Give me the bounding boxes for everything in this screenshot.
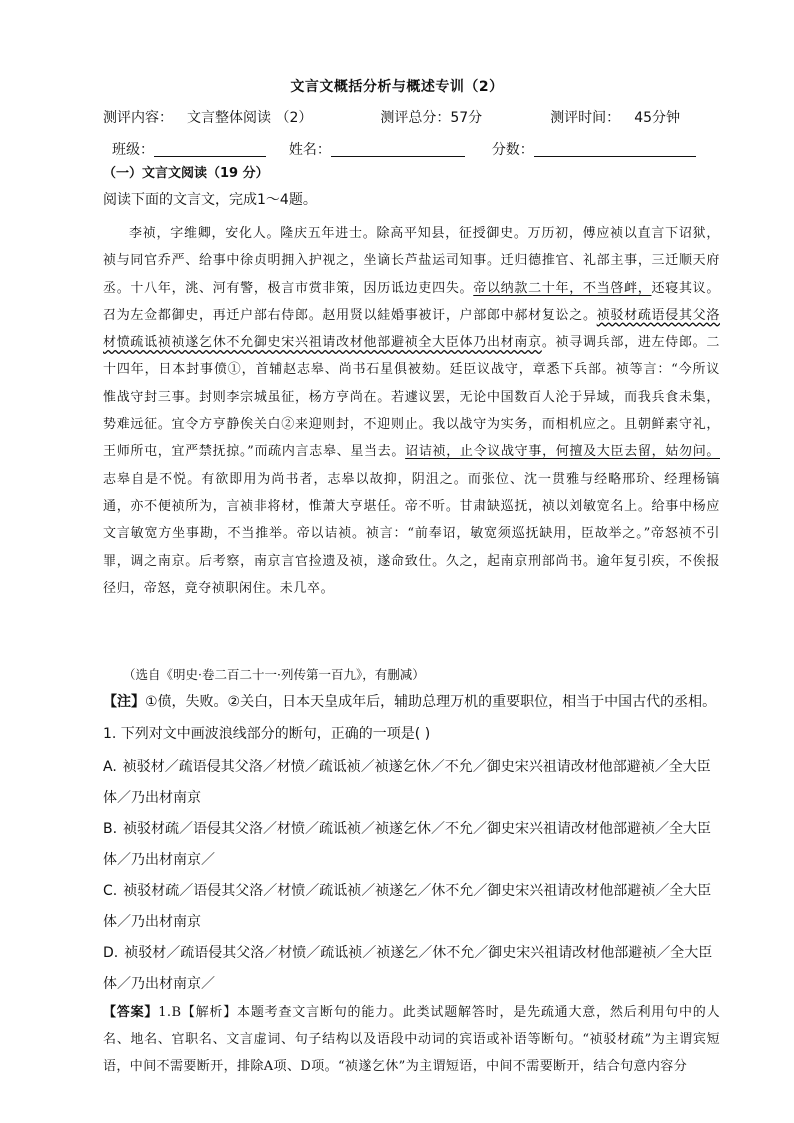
question-stem: 1. 下列对文中画波浪线部分的断句，正确的一项是( ) (103, 726, 431, 742)
option-text-cont: 体／乃出材南京 (103, 914, 201, 930)
option-text-cont: 体／乃出材南京 (103, 790, 201, 806)
answer-text: 1.B【解析】本题考查文言断句的能力。此类试题解答时，是先疏通大意，然后利用句中的人名、地名、官职名、文言虚词、句子结构以及语段中动词的宾语或补语等断句。“祯驳材疏”为主谓宾短语，中间不需要断开，排除A项、D项。“祯遂乞休”为主谓短语，中间不需要断开，结合句意内容分 (103, 1005, 720, 1074)
exam-meta (103, 107, 694, 127)
meta-score: 测评总分：57分 (380, 110, 483, 126)
option-c[interactable] (103, 876, 720, 938)
option-label: B. (103, 821, 118, 837)
page-title: 文言文概括分析与概述专训（2） (290, 79, 504, 95)
name-blank[interactable] (331, 141, 465, 157)
passage-paragraph (103, 220, 720, 602)
classical-passage (103, 220, 720, 602)
section-title: （一）文言文阅读（19 分） (103, 166, 269, 181)
footnote (103, 691, 716, 711)
option-text: 祯驳材疏／语侵其父洛／材愤／疏诋祯／祯遂乞／休不允／御史宋兴祖请改材他部避祯／全大臣 (123, 883, 712, 899)
passage-text: 。祯寻调兵部，进左侍郎。二十四年，日本封事偾①，首辅赵志皋、尚书石星俱被劾。廷臣议战守，章悉下兵部。祯等言：“今所议惟战守封三事。封则李宗城虽征，杨方亨尚在。若遽议罢，无论中国数百人沦于异域，而我兵食未集，势难远征。宜令方亨静俟关白②来迎则封，不迎则止。我以战守为实务，而相机应之。且朝鲜素守礼，王师所屯，宜严禁抚掠。”而疏内言志皋、星当去。 (103, 335, 720, 460)
note-tag: 【注】 (103, 694, 145, 710)
option-a[interactable] (103, 752, 720, 814)
class-blank[interactable] (154, 141, 266, 157)
answer-tag: 【答案】 (103, 1005, 159, 1020)
meta-time-label: 测评时间： (550, 110, 621, 126)
meta-time-value: 45分钟 (634, 110, 681, 126)
passage-text: 李祯，字维卿，安化人。隆庆五年进士。除高平知县，征授御史。万历初，傅应祯以直言下诏狱，祯与同官乔严、给事中徐贞明拥入护视之，坐谪长芦盐运司知事。迁归德推官、礼部主事，三迁顺天府丞。十八年，洮、河有警，极言市赏非策，因历诋边吏四失。 (103, 226, 720, 296)
passage-text: 还寝其议。召为左佥都御史，再迁户部右侍郎。赵用贤以絓婚事被讦，户部郎中郝材复讼之。 (103, 280, 720, 323)
answer-explanation (103, 999, 720, 1080)
passage-text: 志皋自是不悦。有欲即用为尚书者，志皋以故抑，阴沮之。而张位、沈一贯雅与经略邢玠、经理杨镐通，亦不便祯所为，言祯非将材，惟萧大亨堪任。帝不听。甘肃缺巡抚，祯以刘敏宽名上。给事中杨应文言敏宽方坐事勘，不当推举。帝以诘祯。祯言：“前奉诏，敏宽须巡抚缺用，臣故举之。”帝怒祯不引罪，调之南京。后考察，南京言官捡遗及祯，遂命致仕。久之，起南京刑部尚书。逾年复引疾，不俟报径归，帝怒，竟夺祯职闲住。未几卒。 (103, 471, 720, 596)
option-text-cont: 体／乃出材南京／ (103, 852, 215, 868)
underlined-sentence: 帝以纳款二十年，不当啓衅， (473, 280, 652, 296)
name-label: 姓名： (288, 142, 331, 158)
score-blank[interactable] (534, 141, 696, 157)
underlined-sentence: 诏诘祯，止令议战守事，何擅及大臣去留，姑勿问。 (405, 444, 720, 460)
student-fields (112, 139, 696, 159)
answer-options (103, 752, 720, 1000)
option-d[interactable] (103, 938, 720, 1000)
meta-content-value: 文言整体阅读 （2） (187, 110, 313, 126)
option-text-cont: 体／乃出材南京／ (103, 976, 215, 992)
class-label: 班级： (112, 142, 154, 158)
option-text: 祯驳材／疏语侵其父洛／材愤／疏诋祯／祯遂乞／休不允／御史宋兴祖请改材他部避祯／全大臣 (124, 945, 713, 961)
option-label: C. (103, 883, 118, 899)
source-citation: （选自《明史·卷二百二十一·列传第一百九》，有删减） (123, 667, 425, 682)
meta-content-label: 测评内容： (103, 110, 173, 126)
option-text: 祯驳材疏／语侵其父洛／材愤／疏诋祯／祯遂乞休／不允／御史宋兴祖请改材他部避祯／全大臣 (123, 821, 712, 837)
option-text: 祯驳材／疏语侵其父洛／材愤／疏诋祯／祯遂乞休／不允／御史宋兴祖请改材他部避祯／全大臣 (122, 759, 711, 775)
wavy-underlined-sentence: 祯驳材疏语侵其父洛材愤疏诋祯祯遂乞休不允御史宋兴祖请改材他部避祯全大臣体乃出材南京 (103, 307, 720, 351)
option-b[interactable] (103, 814, 720, 876)
option-label: A. (103, 759, 117, 775)
option-label: D. (103, 945, 119, 961)
instruction: 阅读下面的文言文，完成1～4题。 (103, 192, 317, 208)
note-text: ①偾，失败。②关白，日本天皇成年后，辅助总理万机的重要职位，相当于中国古代的丞相。 (145, 694, 717, 710)
score-label: 分数： (491, 142, 534, 158)
